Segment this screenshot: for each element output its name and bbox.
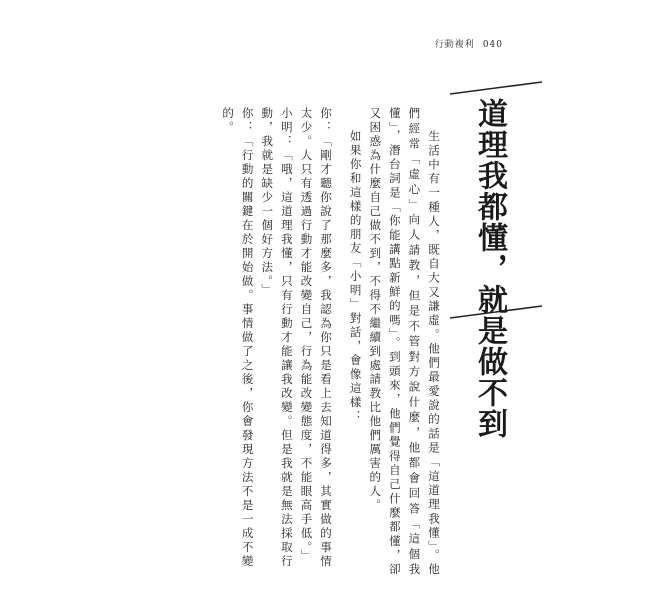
dialogue-speaker: 你：: [240, 107, 255, 135]
body-text: [168, 107, 443, 577]
dialogue-text: 「剛才聽你說了那麼多，我認為你只是看上去知道得多，其實做的事情太少。人只有透過行動才能改變自己，行為能改變態度，不能眼高手低。」: [299, 107, 334, 569]
running-header: [435, 37, 503, 50]
dialogue-line: [217, 107, 256, 577]
dialogue-text: 「哦，這道理我懂，只有行動才能讓我改變。但是我就是無法採取行動，我就是缺少一個好方法。」: [260, 107, 294, 569]
dialogue-line: [257, 107, 296, 577]
paragraph-spacer: [335, 107, 345, 577]
book-title: 行動複利: [434, 40, 475, 50]
dialogue-line: [296, 107, 335, 577]
dialogue-text: 「行動的關鍵在於開始做。事情做了之後，你會發現方法不是一成不變的。: [221, 107, 255, 569]
page-number: 040: [482, 40, 503, 50]
dialogue-speaker: 小明：: [279, 107, 294, 149]
paragraph-intro: 生活中有一種人，既自大又謙虛。他們最愛說的話是「這道理我懂」。他們經常「虛心」向人請教，但是不管對方說什麼，他都會回答「這個我懂」，潛台詞是「你能講點新鮮的嗎」。到頭來，他們覺得自己什麼都懂，卻又困惑為什麼自己做不到，不得不繼續到處請教比他們厲害的人。: [368, 107, 441, 577]
dialogue-speaker: 你：: [319, 107, 334, 135]
title-top-rule: [450, 82, 542, 94]
paragraph-lead-in: 如果你和這樣的朋友「小明」對話，會像這樣：: [348, 130, 363, 424]
section-title: 道理我都懂，就是做不到: [472, 98, 507, 439]
section-title-block: [450, 80, 542, 439]
